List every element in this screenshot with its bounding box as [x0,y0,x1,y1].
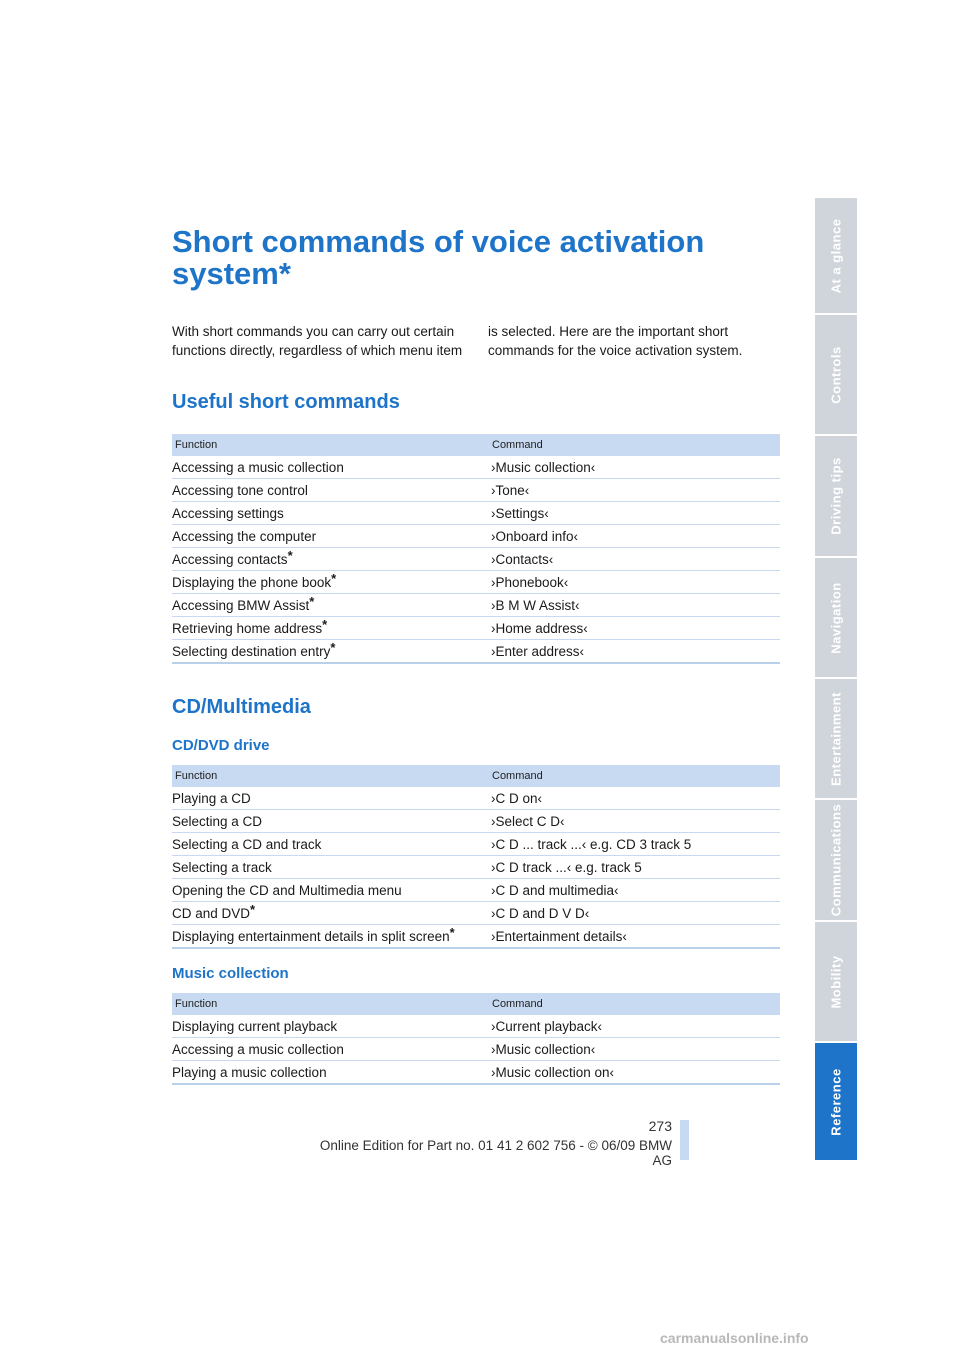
command-cell: ›B M W Assist‹ [489,594,780,617]
table-row [172,502,780,525]
function-text: Accessing tone control [172,482,308,498]
table-row [172,810,780,833]
function-cell [172,1038,489,1061]
tab-at-a-glance[interactable]: At a glance [815,198,857,313]
table-row [172,525,780,548]
function-text: Accessing settings [172,505,284,521]
function-cell [172,640,489,664]
table-row [172,879,780,902]
optional-equipment-star: * [331,570,337,586]
command-cell: ›Music collection‹ [489,456,780,479]
useful-commands-table [172,434,780,664]
tab-reference[interactable]: Reference [815,1043,857,1160]
command-cell: ›Tone‹ [489,479,780,502]
function-text: CD and DVD [172,905,251,921]
command-cell: ›C D and D V D‹ [489,902,780,925]
table-row [172,640,780,664]
function-cell [172,571,489,594]
subheading-cd-dvd-drive: CD/DVD drive [172,737,270,754]
function-text: Accessing a music collection [172,459,344,475]
command-cell: ›Music collection‹ [489,1038,780,1061]
command-cell: ›Home address‹ [489,617,780,640]
command-cell: ›Entertainment details‹ [491,928,627,944]
function-text: Selecting a track [172,859,272,875]
section-heading-cd-multimedia: CD/Multimedia [172,696,311,718]
tab-navigation[interactable]: Navigation [815,558,857,677]
table-row [172,548,780,571]
function-cell [172,502,489,525]
table-row [172,1038,780,1061]
function-text: Retrieving home address [172,620,323,636]
function-cell [172,479,489,502]
command-cell: ›Current playback‹ [489,1015,780,1038]
section-heading-useful: Useful short commands [172,391,400,413]
chapter-tabs [815,198,857,1162]
table-row [172,787,780,810]
tab-entertainment[interactable]: Entertainment [815,679,857,798]
function-cell [172,787,489,810]
function-text: Playing a CD [172,790,251,806]
function-cell [172,525,489,548]
command-cell: ›Select C D‹ [489,810,780,833]
function-text: Opening the CD and Multimedia menu [172,882,402,898]
command-cell: ›C D ... track ...‹ e.g. CD 3 track 5 [489,833,780,856]
music-collection-commands-table [172,993,780,1085]
optional-equipment-star: * [278,256,291,291]
function-cell [172,833,489,856]
function-cell [172,856,489,879]
function-cell [172,902,489,925]
function-text: Playing a music collection [172,1064,327,1080]
function-cell [172,810,489,833]
page-title: Short commands of voice activation system* [172,224,705,291]
column-header-command: Command [489,993,780,1015]
table-row [172,833,780,856]
function-cell [172,1015,489,1038]
command-cell: ›Onboard info‹ [489,525,780,548]
function-cell [172,879,489,902]
subheading-music-collection: Music collection [172,965,289,982]
optional-equipment-star: * [322,616,328,632]
tab-controls[interactable]: Controls [815,315,857,434]
function-text: Displaying the phone book [172,574,332,590]
command-cell: ›Music collection on‹ [491,1064,615,1080]
function-text: Selecting a CD [172,813,263,829]
table-row [172,925,780,949]
command-cell: ›Enter address‹ [491,643,585,659]
optional-equipment-star: * [250,901,256,917]
table-row [172,617,780,640]
page-number: 273 [648,1118,672,1134]
command-cell: ›Settings‹ [489,502,780,525]
optional-equipment-star: * [309,593,315,609]
function-text: Accessing the computer [172,528,317,544]
function-cell [172,594,489,617]
function-text: Selecting a CD and track [172,836,322,852]
function-text: Displaying entertainment details in split screen [172,928,450,944]
table-row [172,456,780,479]
table-row [172,1061,780,1085]
function-text: Accessing BMW Assist [172,597,310,613]
command-cell: ›C D and multimedia‹ [489,879,780,902]
function-cell [172,925,489,949]
table-row [172,902,780,925]
function-text: Selecting destination entry [172,643,331,659]
footer-text: Online Edition for Part no. 01 41 2 602 756 - © 06/09 BMW AG [319,1138,672,1168]
table-row [172,1015,780,1038]
column-header-function: Function [172,993,489,1015]
table-row [172,571,780,594]
function-cell [172,1061,489,1085]
table-row [172,479,780,502]
command-cell: ›C D on‹ [489,787,780,810]
column-header-command: Command [489,434,780,456]
footer-bar [680,1120,689,1160]
tab-communications[interactable]: Communications [815,800,857,920]
column-header-command: Command [489,765,780,787]
intro-text: With short commands you can carry out certain functions directly, regardless of which menu item is selected. Here are the important short commands for the voice activation system. [172,324,743,358]
function-text: Accessing contacts [172,551,288,567]
command-cell: ›Contacts‹ [489,548,780,571]
watermark: carmanualsonline.info [660,1330,809,1346]
table-row [172,594,780,617]
column-header-function: Function [172,434,489,456]
optional-equipment-star: * [330,639,336,655]
command-cell: ›Phonebook‹ [489,571,780,594]
function-cell [172,456,489,479]
function-cell [172,617,489,640]
command-cell: ›C D track ...‹ e.g. track 5 [489,856,780,879]
function-text: Displaying current playback [172,1018,338,1034]
optional-equipment-star: * [287,547,293,563]
function-cell [172,548,489,571]
column-header-function: Function [172,765,489,787]
function-text: Accessing a music collection [172,1041,344,1057]
tab-mobility[interactable]: Mobility [815,922,857,1041]
cd-dvd-commands-table [172,765,780,949]
tab-driving-tips[interactable]: Driving tips [815,436,857,556]
optional-equipment-star: * [449,924,455,940]
table-row [172,856,780,879]
